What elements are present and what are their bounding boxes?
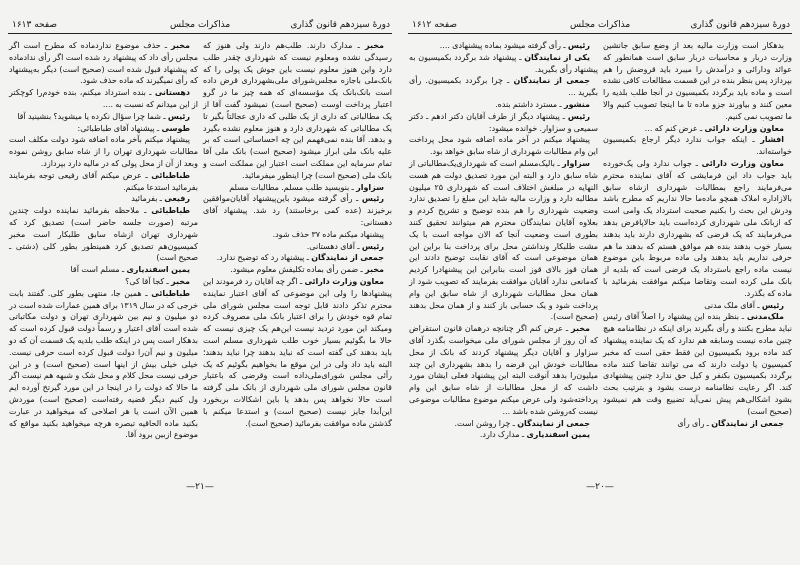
speech-text: ـ بنده استرداد میکنم، بنده خودم‌را کوچکتر از این میدانم که نسبت به ....	[9, 88, 198, 109]
speech-text: ـ عرض کنم اگر چنانچه درهمان قانون استقراض که آن روز از مجلس شورای ملی میخواست بگذرد آقای سزاوار و آقایان دیگر پیشنهاد کردند که بانک از محل مطالبات خودش این قرضه را بدهد بشهرداری این چند میلیون‌را بدهد آنوقت البته این پیشنهاد فعلی ایشان مورد داشت که از محل مطالبات از شاه سابق این وام پرداخته‌شود ولی عرض میکنم موضوع مطالبات موضوعی نیست که‌روشن شده باشد ...	[409, 324, 598, 416]
speaker-name: ملک‌مدنی	[746, 312, 784, 322]
speech-text: پیشنهاد میکنم ماده ۳۷ حذف شود.	[272, 229, 384, 239]
speaker-name: معاون وزارت دارائی	[704, 123, 784, 133]
speaker-name: طباطبائی	[151, 170, 190, 180]
speech-text: ـ شما چرا سؤال نکرده یا میشوید؟ بنشینید آقا	[17, 111, 166, 121]
page-number: صفحه ۱۶۱۲	[412, 20, 458, 30]
session-title: دورهٔ سیزدهم قانون گذاری	[290, 20, 390, 30]
speech-text: ـ کجا آقا کی؟	[125, 276, 169, 286]
speech-text: ـ پیشنهاد دیگر از طرف آقایان دکتر ادهم ـ دکتر سمیعی و سزاوار. خوانده میشود:	[409, 111, 598, 133]
speaker-name: جمعی از نمایندگان	[513, 76, 590, 86]
speech-text: بدهکار است وزارت مالیه بعد از وضع سابق جانشین وزارت دربار و محاسبات دربار سابق است همانطور که عوائد ودارائی و درآمدش را میبرد باید قروضش را هم بپردازد پس بنظر بنده در این قسمت مطالعات کافی نشده است و ماده باید برگردد بکمیسیون در آنجا طلب بلدیه را معین کنند و بیاورند جزو ماده تا ما اینجا تصویب کنیم والا ما تصویب نمی کنیم.	[603, 41, 792, 121]
page-header	[408, 20, 792, 34]
speech-text: ـ اینکه جواب ندارد دیگر ارجاع بکمیسیون خواسته‌اند.	[603, 135, 792, 157]
page-number: صفحه ۱۶۱۳	[12, 20, 58, 30]
speaker-name: رئیس	[761, 300, 784, 310]
speaker-name: مخبر	[365, 265, 384, 275]
paragraph	[9, 111, 198, 123]
paragraph	[409, 418, 598, 430]
paragraph	[409, 111, 598, 135]
page-1612	[400, 0, 800, 565]
speech-text: ـ مدارک دارد.	[479, 430, 525, 440]
speech-text: ـ عرض کنم که ...	[644, 123, 703, 133]
paragraph	[409, 75, 598, 99]
speech-text: ـ بنظر بنده این پیشنهاد را اصلاً آقای رئیس نباید مطرح بکنند و رأی بگیرند برای اینکه در نظامنامه هیچ چنین ماده نیست وسابقه هم ندارد که یک نماینده پیشنهاد کند ماده برود بکمیسیون این فقط حقی است که مخبر کمیسیون یا دولت دارند که می توانند تقاضا کنند ماده برگردد بکمیسیون بکنفر و کیل حق ندارد چنین پیشنهادی کند. اگر رعایت نظامنامه درست بشود و بترتیب بحث بشود اشکالی‌هم پیش نمی‌آید تضییع وقت هم نمیشود (صحیح است)	[603, 312, 792, 416]
paragraph	[9, 288, 198, 441]
speaker-name: رئیس	[167, 111, 190, 121]
speaker-name: طباطبائی	[151, 206, 190, 216]
speech-text: ـ پیشنهاد شد برگردد بکمیسیون به پیشنهاد رأی بگیرید.	[409, 52, 598, 74]
page-header	[8, 20, 392, 34]
text-column-left	[9, 40, 198, 441]
speaker-name: معاون وزارت دارائی	[304, 276, 384, 286]
text-column-left	[409, 40, 598, 441]
speech-text: پیشنهاد میکنم در آخر ماده اضافه شود محل پرداخت این وام مطالبات شهرداری از شاه سابق خواهد بود.	[409, 135, 598, 157]
paragraph	[409, 134, 598, 158]
speaker-name: یکی از نمایندگان	[524, 52, 590, 62]
speech-text: ـ پیشنهاد آقای طباطبائی:	[77, 123, 160, 133]
page-footer-number: —۲۰—	[586, 482, 614, 492]
paragraph	[9, 170, 198, 194]
speech-text: ـ آقای دهستانی.	[306, 241, 360, 251]
paragraph	[9, 205, 198, 264]
paragraph	[603, 158, 792, 300]
paragraph	[203, 193, 392, 228]
speech-text: ـ عرض میکنم آقای رفیعی توجه بفرمایند بفرمائید استدعا میکنم.	[9, 170, 198, 192]
speaker-name: رئیس	[567, 111, 590, 121]
paragraph	[9, 123, 198, 135]
text-column-right	[603, 40, 792, 429]
speech-text: ـ ملاحظه بفرمائید نماینده دولت چندین مرتبه (صورت جلسه حاضر است) تصدیق کرد که شهرداری تهران ازشاه سابق طلبکار است مخبر کمیسیون‌هم تصدیق کرد همینطور بطور کلی (دشتی ـ صحیح است)	[9, 206, 198, 263]
speech-text: ـ مسترد داشتم بنده.	[495, 99, 562, 109]
speaker-name: منشور	[564, 99, 590, 109]
speech-text: ـ رأی رأی	[677, 418, 709, 428]
paragraph	[409, 323, 598, 417]
speaker-name: جمعی از نمایندگان	[517, 418, 590, 428]
speech-text: پیشنهاد میکنم بآخر ماده اضافه شود دولت مکلف است مطالبات شهرداری تهران را از شاه سابق روشن نموده وبعد از آن از محل پولی که در مالیه دارد بپردازد.	[9, 135, 198, 168]
speaker-name: رئیس	[361, 194, 384, 204]
paragraph	[603, 311, 792, 417]
speaker-name: طباطبائی	[151, 288, 190, 298]
speaker-name: سزاوار	[562, 158, 590, 168]
speech-text: ـ بفرمائید	[131, 194, 163, 204]
speaker-name: یمین اسفندیاری	[126, 265, 190, 275]
page-footer-number: —۲۱—	[186, 482, 214, 492]
speaker-name: مخبر	[365, 41, 385, 50]
paragraph	[603, 300, 792, 312]
speech-text: ـ جواب ندارد ولی یک‌خورده باید جواب داد این فرمایشی که آقای نماینده محترم می‌فرمایند راجع بمطالبات شهرداری ازشاه سابق بالازاداره املاک همچو ماده‌ما حالا نداریم که مطرح باشد ودرش این بحث را بکنیم صحبت استرداد یک وامی است که ازبانک ملی شهرداری کرده‌است باید حالاپافرض بدهد می‌فرمایند که یک قرضی که بشهرداری دارند باید بدهند بسیار خوب بدهند بنده هم موافق هستم که بدهند ما هم حرفی نداریم باید بدهند ولی ماده مربوط باین موضوع نیست ماده راجع باسترداد یک قرضی است که بلدیه از بانک ملی کرده است وتقاضا میکنم موافقت بفرمائید با ماده که بگذرد.	[603, 158, 792, 298]
speech-text: ـ آقای ملک مدنی	[704, 300, 760, 310]
speech-text: ـ ضمن رأی بماده تکلیفش معلوم میشود.	[230, 265, 363, 275]
speech-text: ـ رأی گرفته میشود باین‌پیشنهاد آقایان‌موافقین برخیزند (عده کمی برخاستند) رد شد. پیشنهاد آقای دهستانی:	[203, 194, 392, 227]
speaker-name: رئیس	[567, 41, 590, 50]
speech-text: ـ مدارک دارند. طلب‌هم دارند ولی هنوز که رسیدگی نشده ومعلوم نیست که شهرداری چقدر طلب دارد واین هنوز معلوم نیست باین جوش یک پولی را که بانک‌ملی باجازه مجلس‌شورای ملی‌بشهرداری قرض داده است بانک‌بانک یک مؤسسه‌ای که همه چیز ما در گرو اعتبار پرداخت اوست (صحیح است) نمیشود گفت آقا از یک مطالباتی که داری از یک طلبی که داری عجالتاً بگیر تا یک مطالباتی که شهرداری دارد و هنوز معلوم نشده بگیرد و بدهد. آقا بنده نمی‌فهمم این چه احساساتی است که بر علیه بانک ملی ابراز میشود (صحیح است) بانک ملی آقا تمام سرمایه این مملکت است اعتبار این مملکت است و بانک ملی (صحیح است) چرا اینطور میفرمائید.	[203, 41, 392, 180]
paragraph	[409, 52, 598, 76]
speaker-name: رئیس	[361, 241, 384, 251]
paragraph	[603, 134, 792, 158]
session-title: دورهٔ سیزدهم قانون گذاری	[690, 20, 790, 30]
speech-text: ـ رأی گرفته میشود بماده پیشنهادی ....	[439, 41, 566, 50]
speaker-name: مخبر	[171, 276, 190, 286]
speaker-name: رفیعی	[164, 194, 190, 204]
speaker-name: معاون وزارت دارائی	[701, 158, 784, 168]
paragraph	[9, 134, 198, 169]
paragraph	[9, 276, 198, 288]
paragraph	[409, 40, 598, 52]
speech-text: ـ چرا روشن است.	[454, 418, 515, 428]
paragraph	[203, 229, 392, 241]
speech-text: ـ مسلم است آقا	[70, 265, 125, 275]
text-column-right	[203, 40, 392, 429]
paragraph	[603, 40, 792, 123]
speaker-name: سزاوار	[356, 182, 384, 192]
speaker-name: افشار	[760, 135, 784, 145]
speech-text: ـ اگر چه آقایان رد فرمودند این پیشنهادها را ولی این موضوعی که آقای اعتبار نماینده محترم تذکر دادند قابل توجه است مجلس شورای ملی تمام قوه خودش را برای اعتبار بانک ملی مصروف کرده ومیکند این مورد تردید نیست این‌هم یک چیزی نیست که حالا ما بگوئیم بسیار خوب طلب شهرداری مسلم است باید بدهند کی گفته است که نباید بدهند چرا نباید بدهند؛ البته باید داد ولی در این موقع ما بخواهیم بگوئیم که یک رأئی مجلس شورای‌ملی‌داده است وقرضی که باعتبار قانون مجلس شورای ملی شهرداری از بانک ملی گرفته است حالا نخواهد پس بدهد یا باین اشکالات بربخورد این‌آبدا جایز نیست (صحیح است) و استدعا میکنم با گذشتن ماده موافقت بفرمائید (صحیح است).	[203, 276, 392, 428]
speaker-name: مخبر	[571, 324, 590, 334]
journal-title: مذاکرات مجلس	[570, 20, 631, 30]
paragraph	[203, 241, 392, 253]
speech-text: ـ بنویسید طلب مسلم. مطالبات مسلم	[229, 182, 354, 192]
speaker-name: یمین اسفندیاری	[526, 430, 590, 440]
paragraph	[203, 252, 392, 264]
speaker-name: مخبر	[171, 41, 190, 50]
speaker-name: طوسی	[161, 123, 190, 133]
paragraph	[9, 87, 198, 111]
paragraph	[203, 182, 392, 194]
paragraph	[203, 40, 392, 182]
speech-text: ـ بالیک‌مسلم است که شهرداری‌یک‌مطالباتی از شاه سابق دارد و البته این مورد تصدیق دولت هم هست النهایه در مبلغش اختلاف است که شهرداری ۲۵ میلیون مطالبه دارد و وزارت مالیه شاید این مبلغ را تصدیق ندارد وضعیت شهرداری را هم بنده توضیح و تشریح کردم و بعلاوه آقایان نمایندگان محترم هم میتوانند تحقیق کنند بطوری است وضعیت آنجا که الان مواجه است با یک مشت طلبکار ونداشتن محل برای پرداخت بنا براین این همان موضوعی است که آقای نقابت توضیح دادند این همان قوز بالای قوز است بنابراین این پیشنهادرا کردیم که‌مانعی ندارد آقایان موافقت بفرمایند که تصویب شود از همان محل مطالبات شهرداری از شاه سابق این وام پرداخت شود و یک حسابی باز کنند و از همان محل بدهند (صحیح است).	[409, 158, 598, 322]
speaker-name: جمعی از نمایندگان	[311, 253, 384, 263]
paragraph	[409, 158, 598, 323]
paragraph	[409, 99, 598, 111]
speech-text: ـ همین جا، منتهی بطور کلی. گفتند بابت خرجی که در سال ۱۳۱۹ برای همین عمارات شده است در دو میلیون و نیم بین شهرداری تهران و دولت مکاتباتی شده است آقای اعتبار و رسماً دولت قبول کرده است که بدهکار است پس در اینکه طلب بلدیه یک قسمت آن که دو میلیون و نیم آن‌را دولت قبول کرده است حرفی نیست. خیلی خیلی بیش از اینها است (صحیح است) و در این حرفی نیست محل کلام و محل شک و شبهه هم نیست اگر ما حالا که دولت را در اینجا در این مورد گیرتخ آورده ایم ول کنیم دیگر قضیه رفته‌است (صحیح است) موردش همین الآن است یا هر اصلاحی که میخواهید در عبارت بکنید ماده الحاقیه تبصره هرچه میخواهید بکنید مواقع که موضوع ازبین برود آقا.	[9, 288, 198, 440]
paragraph	[203, 264, 392, 276]
paragraph	[603, 418, 792, 430]
journal-title: مذاکرات مجلس	[170, 20, 231, 30]
paragraph	[9, 193, 198, 205]
paragraph	[409, 429, 598, 441]
paragraph	[9, 40, 198, 87]
speaker-name: دهستانی	[154, 88, 190, 98]
speaker-name: جمعی از نمایندگان	[711, 418, 784, 428]
paragraph	[603, 123, 792, 135]
speech-text: ـ چرا برگردد بکمیسیون. رأی بگیرید ...	[409, 76, 598, 98]
paragraph	[9, 264, 198, 276]
speech-text: ـ پیشنهاد رد که توضیح ندارد.	[216, 253, 309, 263]
paragraph	[203, 276, 392, 429]
speech-text: ـ حذف موضوع ندارد‌ماده که مطرح است اگر مجلس رأی داد که پیشنهاد رد شده است اگر رأی نداد‌ماده که پیشنهاد قبول شده است (صحیح است) دیگر به‌پیشنهاد که رأی نمیگیرند که ماده حذف شود.	[9, 41, 198, 86]
